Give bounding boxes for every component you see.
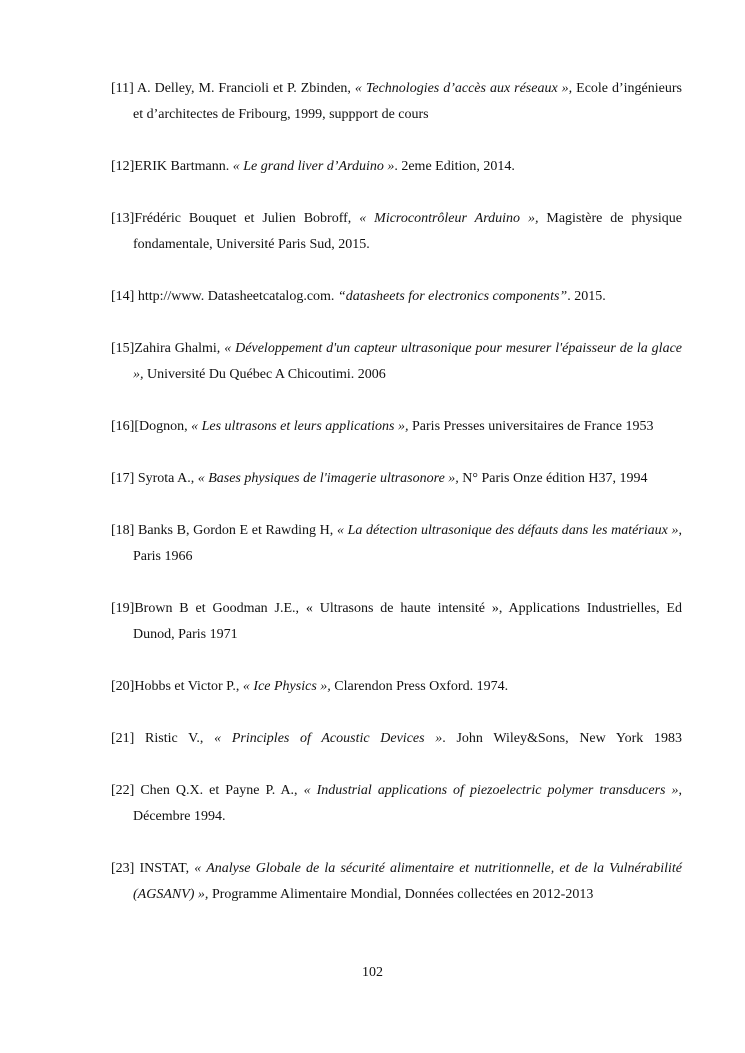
reference-authors: INSTAT, [139, 861, 195, 876]
reference-number: [13] [111, 211, 135, 226]
reference-details: Ecole d’ingénieurs et d’architectes de Fribourg, 1999, suppport de cours [133, 81, 682, 122]
reference-authors: Banks B, Gordon E et Rawding H, [137, 523, 337, 538]
reference-number: [12] [111, 159, 135, 174]
reference-number: [11] [111, 81, 138, 96]
reference-authors: Ristic V., [145, 731, 215, 746]
reference-number: [21] [111, 731, 146, 746]
reference-title: « Bases physiques de l'imagerie ultrasonore », [197, 471, 459, 486]
reference-item-18 [111, 518, 682, 570]
reference-number: [23] [111, 861, 140, 876]
reference-item-21 [111, 726, 682, 752]
reference-authors: ERIK Bartmann. [134, 159, 233, 174]
reference-number: [16] [111, 419, 135, 434]
reference-authors: [Dognon, [134, 419, 192, 434]
reference-number: [15] [111, 341, 135, 356]
reference-number: [20] [111, 679, 135, 694]
reference-details: Clarendon Press Oxford. 1974. [330, 679, 509, 694]
reference-number: [17] [111, 471, 138, 486]
reference-item-16 [111, 414, 682, 440]
reference-details: Programme Alimentaire Mondial, Données collectées en 2012-2013 [208, 887, 594, 902]
reference-title: « Ice Physics », [242, 679, 331, 694]
reference-title: « Microcontrôleur Arduino », [359, 211, 539, 226]
reference-details: , Paris 1966 [133, 523, 682, 564]
reference-item-23 [111, 856, 682, 908]
reference-number: [22] [111, 783, 141, 798]
reference-title: « Analyse Globale de la sécurité alimentaire et nutritionnelle, et de la Vulnérabilité (AGSANV) », [133, 861, 682, 902]
reference-item-19 [111, 596, 682, 648]
reference-details: Paris Presses universitaires de France 1953 [408, 419, 654, 434]
reference-details: Magistère de physique fondamentale, Université Paris Sud, 2015. [133, 211, 683, 252]
reference-authors: Zahira Ghalmi, [134, 341, 225, 356]
reference-title: « Principles of Acoustic Devices » [214, 731, 443, 746]
reference-title: « Développement d'un capteur ultrasonique pour mesurer l'épaisseur de la glace », [133, 341, 682, 382]
reference-details: . 2015. [567, 289, 606, 304]
reference-authors: Chen Q.X. et Payne P. A., [140, 783, 304, 798]
reference-title: « Industrial applications of piezoelectric polymer transducers » [303, 783, 679, 798]
reference-authors: http://www. Datasheetcatalog.com. [137, 289, 338, 304]
reference-item-14 [111, 284, 682, 310]
reference-number: [14] [111, 289, 138, 304]
reference-item-17 [111, 466, 682, 492]
reference-authors: Brown B et Goodman J.E., « Ultrasons de haute intensité », Applications Industrielles, Ed Dunod, Paris 1971 [133, 601, 682, 642]
reference-item-15 [111, 336, 682, 388]
reference-item-11 [111, 76, 682, 128]
reference-details: N° Paris Onze édition H37, 1994 [458, 471, 648, 486]
reference-title: « Les ultrasons et leurs applications », [191, 419, 409, 434]
reference-item-13 [111, 206, 682, 258]
reference-details: , Décembre 1994. [133, 783, 682, 824]
reference-details: Université Du Québec A Chicoutimi. 2006 [143, 367, 386, 382]
reference-authors: Syrota A., [137, 471, 198, 486]
page-number: 102 [362, 965, 383, 980]
reference-item-12 [111, 154, 682, 180]
reference-number: [18] [111, 523, 138, 538]
reference-item-22 [111, 778, 682, 830]
reference-title: « Technologies d’accès aux réseaux », [354, 81, 573, 96]
reference-authors: A. Delley, M. Francioli et P. Zbinden, [137, 81, 355, 96]
reference-title: « Le grand liver d’Arduino » [232, 159, 395, 174]
reference-details: . John Wiley&Sons, New York 1983 [442, 731, 682, 746]
reference-list [111, 76, 682, 934]
reference-authors: Hobbs et Victor P., [134, 679, 243, 694]
reference-number: [19] [111, 601, 135, 616]
reference-title: « La détection ultrasonique des défauts dans les matériaux » [336, 523, 679, 538]
reference-authors: Frédéric Bouquet et Julien Bobroff, [134, 211, 360, 226]
reference-details: . 2eme Edition, 2014. [394, 159, 515, 174]
reference-title: “datasheets for electronics components” [337, 289, 568, 304]
reference-item-20 [111, 674, 682, 700]
